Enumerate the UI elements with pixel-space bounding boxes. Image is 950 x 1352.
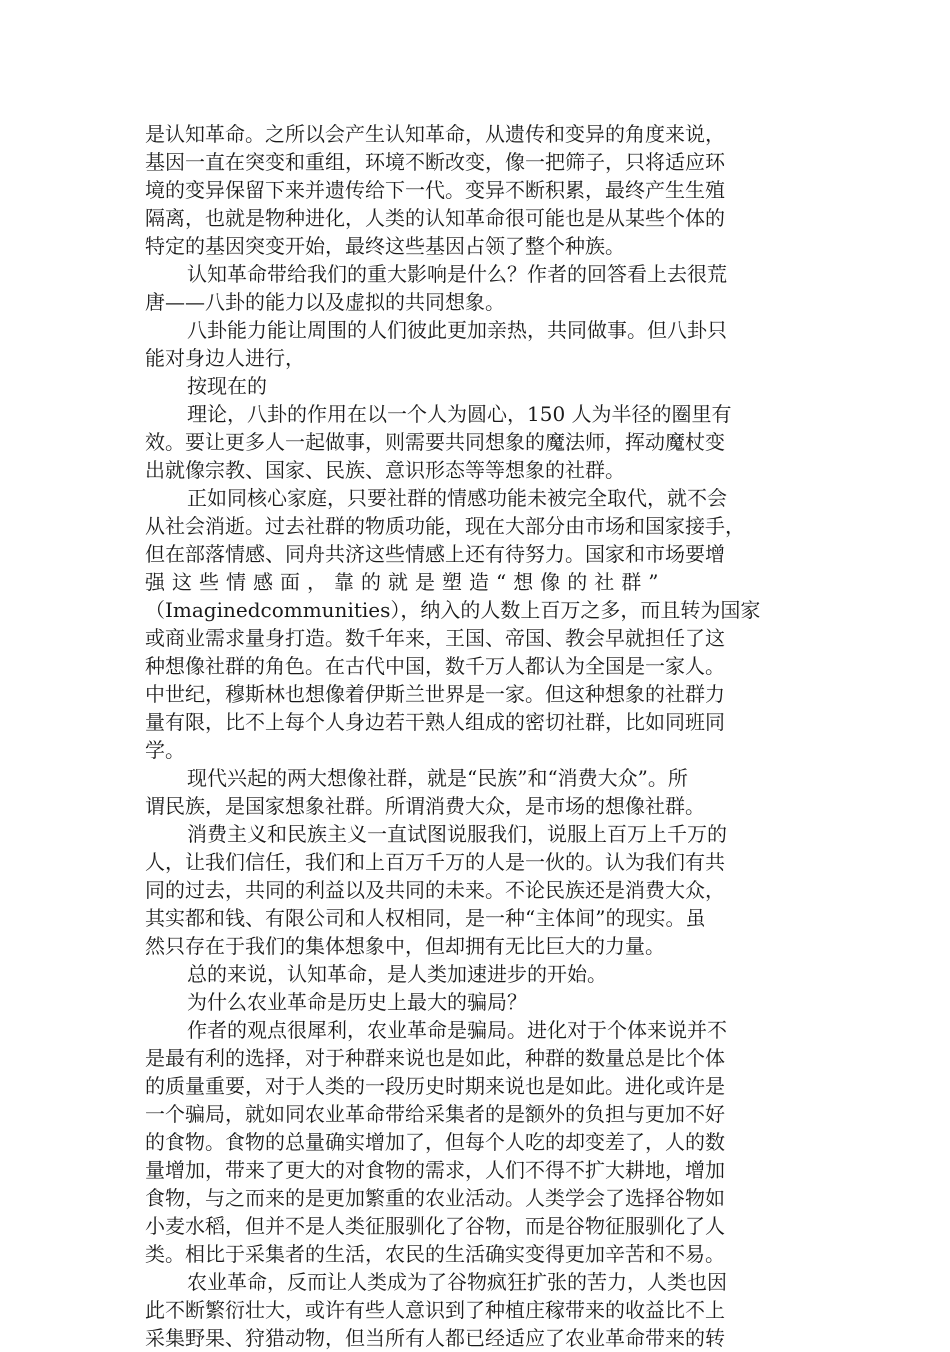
paragraph-start-line: 总的来说，认知革命，是人类加速进步的开始。 [187, 962, 607, 986]
paragraph-start-line: 作者的观点很犀利，农业革命是骗局。进化对于个体来说并不 [187, 1018, 727, 1042]
text-line: 食物，与之而来的是更加繁重的农业活动。人类学会了选择谷物如 [145, 1186, 725, 1210]
paragraph-start-line: 正如同核心家庭，只要社群的情感功能未被完全取代，就不会 [187, 486, 727, 510]
text-line: 采集野果、狩猎动物，但当所有人都已经适应了农业革命带来的转 [145, 1326, 725, 1350]
text-line: 境的变异保留下来并遗传给下一代。变异不断积累，最终产生生殖 [145, 178, 725, 202]
text-line: （Imaginedcommunities），纳入的人数上百万之多，而且转为国家 [145, 598, 761, 622]
text-line: 或商业需求量身打造。数千年来，王国、帝国、教会早就担任了这 [145, 626, 725, 650]
text-line: 强这些情感面，靠的就是塑造“想像的社群” [145, 570, 666, 594]
paragraph-start-line: 八卦能力能让周围的人们彼此更加亲热，共同做事。但八卦只 [187, 318, 727, 342]
paragraph-start-line: 现代兴起的两大想像社群，就是“民族”和“消费大众”。所 [187, 766, 688, 790]
text-line: 然只存在于我们的集体想象中，但却拥有无比巨大的力量。 [145, 934, 665, 958]
text-line: 小麦水稻，但并不是人类征服驯化了谷物，而是谷物征服驯化了人 [145, 1214, 725, 1238]
text-line: 基因一直在突变和重组，环境不断改变，像一把筛子，只将适应环 [145, 150, 725, 174]
document-page [145, 120, 805, 1352]
text-line: 是认知革命。之所以会产生认知革命，从遗传和变异的角度来说， [145, 122, 725, 146]
text-line: 出就像宗教、国家、民族、意识形态等等想象的社群。 [145, 458, 625, 482]
text-line: 其实都和钱、有限公司和人权相同，是一种“主体间”的现实。虽 [145, 906, 706, 930]
text-line: 的质量重要，对于人类的一段历史时期来说也是如此。进化或许是 [145, 1074, 725, 1098]
paragraph-start-line: 按现在的 [187, 374, 267, 398]
text-line: 但在部落情感、同舟共济这些情感上还有待努力。国家和市场要增 [145, 542, 725, 566]
text-line: 学。 [145, 738, 185, 762]
text-line: 效。要让更多人一起做事，则需要共同想象的魔法师，挥动魔杖变 [145, 430, 725, 454]
text-line: 特定的基因突变开始，最终这些基因占领了整个种族。 [145, 234, 625, 258]
text-line: 隔离，也就是物种进化，人类的认知革命很可能也是从某些个体的 [145, 206, 725, 230]
text-line: 唐——八卦的能力以及虚拟的共同想象。 [145, 290, 505, 314]
paragraph-start-line: 农业革命，反而让人类成为了谷物疯狂扩张的苦力，人类也因 [187, 1270, 727, 1294]
text-line: 人，让我们信任，我们和上百万千万的人是一伙的。认为我们有共 [145, 850, 725, 874]
text-line: 的食物。食物的总量确实增加了，但每个人吃的却变差了，人的数 [145, 1130, 725, 1154]
paragraph-start-line: 消费主义和民族主义一直试图说服我们，说服上百万上千万的 [187, 822, 727, 846]
text-line: 能对身边人进行， [145, 346, 305, 370]
text-line: 种想像社群的角色。在古代中国，数千万人都认为全国是一家人。 [145, 654, 725, 678]
text-line: 谓民族，是国家想象社群。所谓消费大众，是市场的想像社群。 [145, 794, 705, 818]
paragraph-start-line: 认知革命带给我们的重大影响是什么？作者的回答看上去很荒 [187, 262, 727, 286]
text-line: 量增加，带来了更大的对食物的需求，人们不得不扩大耕地，增加 [145, 1158, 725, 1182]
text-line: 中世纪，穆斯林也想像着伊斯兰世界是一家。但这种想象的社群力 [145, 682, 725, 706]
text-line: 一个骗局，就如同农业革命带给采集者的是额外的负担与更加不好 [145, 1102, 725, 1126]
text-line: 是最有利的选择，对于种群来说也是如此，种群的数量总是比个体 [145, 1046, 725, 1070]
text-line: 从社会消逝。过去社群的物质功能，现在大部分由市场和国家接手， [145, 514, 745, 538]
text-line: 同的过去，共同的利益以及共同的未来。不论民族还是消费大众， [145, 878, 725, 902]
paragraph-start-line: 理论，八卦的作用在以一个人为圆心，150 人为半径的圈里有 [187, 402, 732, 426]
text-line: 此不断繁衍壮大，或许有些人意识到了种植庄稼带来的收益比不上 [145, 1298, 725, 1322]
text-line: 量有限，比不上每个人身边若干熟人组成的密切社群，比如同班同 [145, 710, 725, 734]
text-line: 类。相比于采集者的生活，农民的生活确实变得更加辛苦和不易。 [145, 1242, 725, 1266]
section-heading: 为什么农业革命是历史上最大的骗局？ [187, 990, 527, 1014]
